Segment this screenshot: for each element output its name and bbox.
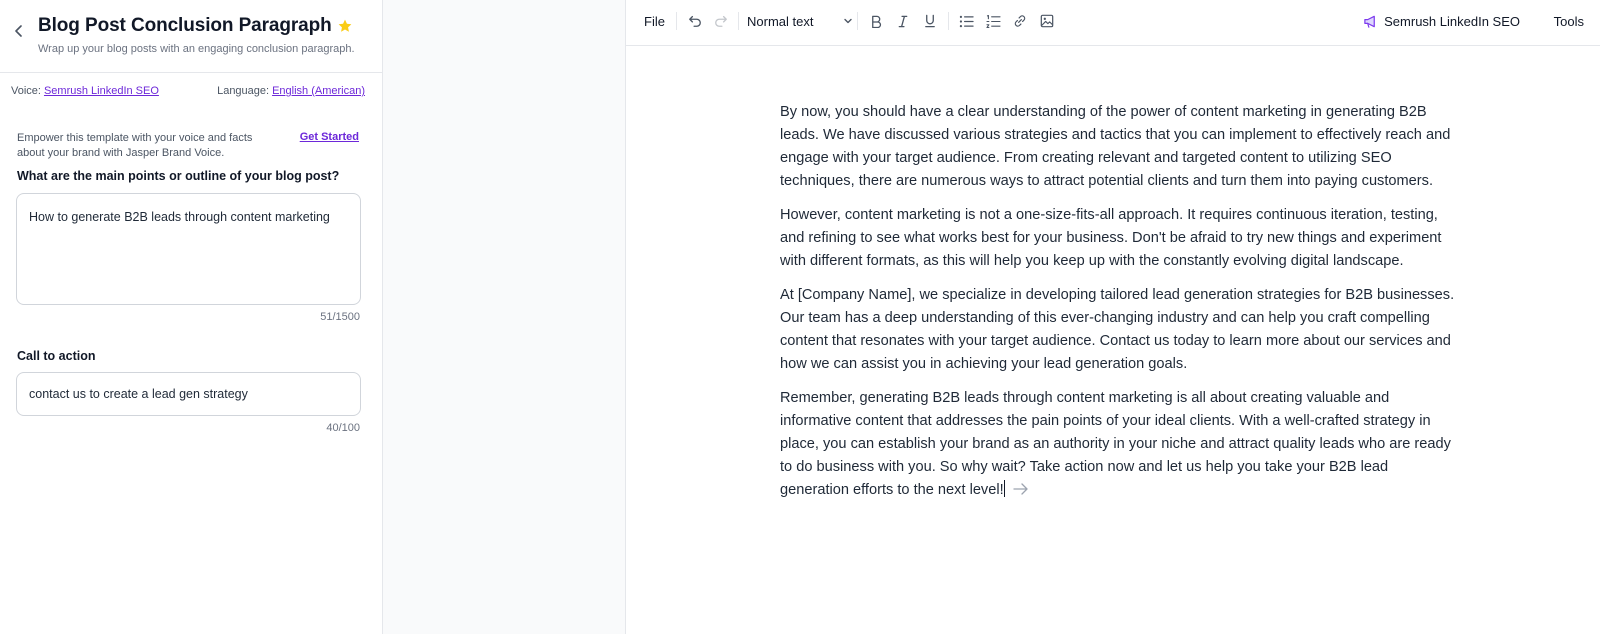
arrow-right-icon[interactable] (1013, 482, 1029, 496)
image-icon (1040, 14, 1054, 28)
chevron-down-icon (843, 16, 853, 26)
text-style-value: Normal text (747, 13, 814, 29)
get-started-link[interactable]: Get Started (299, 131, 359, 143)
document-paragraph: Remember, generating B2B leads through content marketing is all about creating valuable and informative content that addresses the pain points of your ideal clients. With a well-crafted strategy in place, you can establish your brand as an authority in your niche and attract quality leads who are ready to do business with you. So why wait? Take action now and let us help you take your B2B lead generation efforts to the next level! (780, 390, 1451, 498)
bold-icon (870, 15, 882, 28)
redo-button[interactable] (710, 0, 732, 42)
document-paragraph: At [Company Name], we specialize in developing tailored lead generation strategies for B2B businesses. Our team has a deep understanding of this ever-changing industry and can help you craft compelling content that resonates with your target audience. Contact us today to learn more about our services and how we can assist you in achieving your lead generation goals. (780, 287, 1455, 372)
underline-icon (924, 14, 936, 28)
underline-button[interactable] (918, 0, 942, 42)
undo-button[interactable] (684, 0, 706, 42)
voice-label: Voice: (11, 85, 41, 97)
toolbar-divider (948, 12, 949, 30)
megaphone-icon (1363, 14, 1378, 29)
outline-label: What are the main points or outline of your blog post? (17, 169, 340, 183)
tools-menu[interactable]: Tools (1553, 13, 1584, 29)
link-button[interactable] (1008, 0, 1032, 42)
italic-button[interactable] (891, 0, 915, 42)
toolbar-divider (738, 12, 739, 30)
document-body[interactable] (780, 101, 1455, 513)
cta-label: Call to action (17, 349, 96, 363)
text-caret (1004, 480, 1005, 497)
cta-input[interactable]: contact us to create a lead gen strategy (16, 372, 361, 416)
chevron-left-icon (14, 25, 24, 37)
voice-setting (11, 85, 159, 97)
brand-voice-label: Semrush LinkedIn SEO (1384, 13, 1520, 29)
template-panel (0, 0, 383, 634)
toolbar-divider (857, 12, 858, 30)
bold-button[interactable] (864, 0, 888, 42)
panel-gutter (383, 0, 626, 634)
brand-voice-button[interactable] (1363, 0, 1520, 42)
language-label: Language: (217, 85, 270, 97)
document-paragraph: However, content marketing is not a one-size-fits-all approach. It requires continuous iteration, testing, and refining to see what works best for your business. Don't be afraid to try new things and experiment with different formats, as this will help you keep up with the constantly evolving digital landscape. (780, 207, 1442, 269)
brand-voice-promo: Empower this template with your voice and facts about your brand with Jasper Brand Voice. (17, 132, 253, 159)
text-style-select[interactable] (747, 0, 853, 42)
language-link[interactable]: English (American) (272, 85, 365, 97)
file-menu[interactable]: File (644, 13, 665, 29)
template-header (0, 0, 382, 73)
template-subtitle: Wrap up your blog posts with an engaging conclusion paragraph. (38, 43, 355, 55)
image-button[interactable] (1035, 0, 1059, 42)
bullet-list-button[interactable] (954, 0, 978, 42)
template-title: Blog Post Conclusion Paragraph (38, 15, 332, 36)
cta-counter: 40/100 (326, 422, 360, 434)
back-button[interactable] (10, 22, 28, 40)
toolbar-divider (676, 12, 677, 30)
redo-icon (714, 14, 728, 28)
outline-textarea[interactable]: How to generate B2B leads through content marketing (16, 193, 361, 305)
outline-counter: 51/1500 (320, 311, 360, 323)
italic-icon (897, 15, 909, 28)
link-icon (1013, 14, 1027, 28)
undo-icon (688, 14, 702, 28)
numbered-list-button[interactable] (981, 0, 1005, 42)
star-icon[interactable] (337, 18, 353, 34)
bullet-list-icon (959, 15, 974, 28)
language-setting (217, 85, 365, 97)
document-paragraph: By now, you should have a clear understanding of the power of content marketing in generating B2B leads. We have discussed various strategies and tactics that you can implement to effectively reach and engage with your target audience. From creating relevant and targeted content to utilizing SEO techniques, there are numerous ways to attract potential clients and turn them into paying customers. (780, 104, 1451, 189)
document-paragraph-last (780, 387, 1455, 502)
numbered-list-icon (986, 15, 1001, 28)
editor-toolbar (626, 0, 1600, 46)
voice-link[interactable]: Semrush LinkedIn SEO (43, 85, 159, 97)
